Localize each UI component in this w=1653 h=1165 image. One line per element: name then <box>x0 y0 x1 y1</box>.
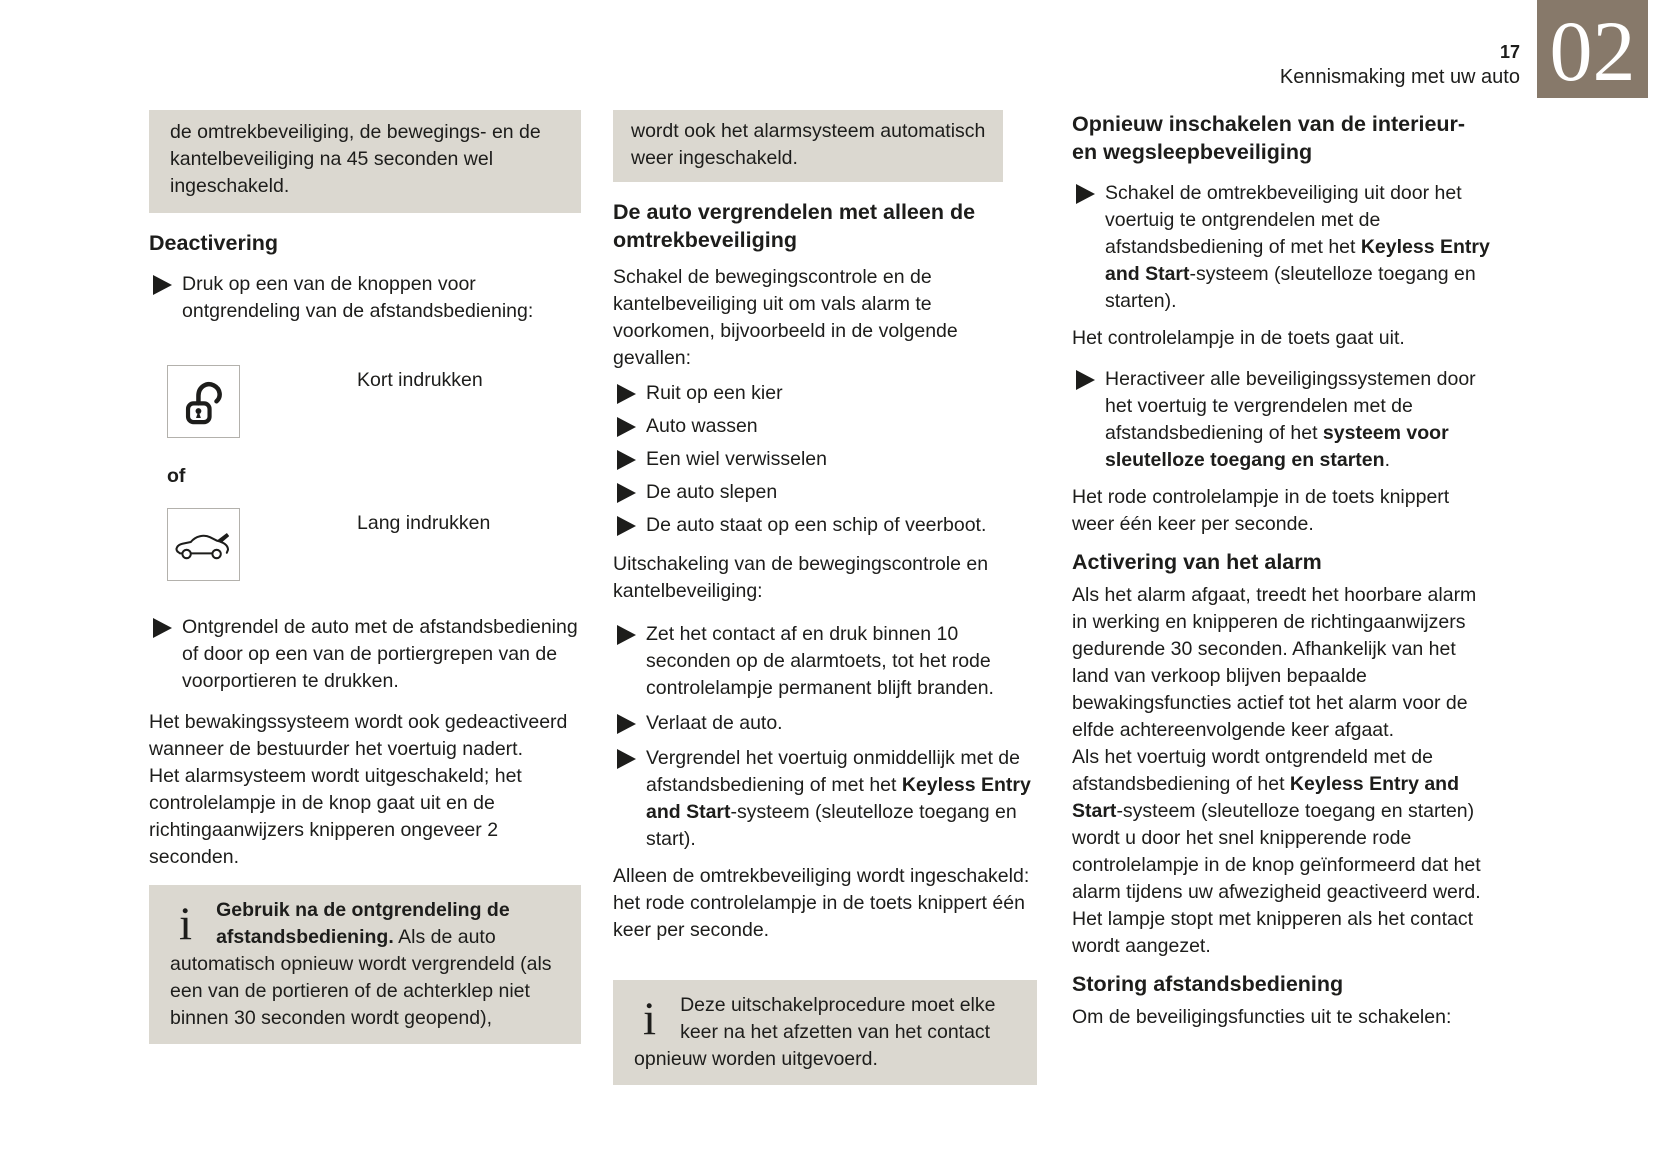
info-box-procedure <box>613 980 1037 1085</box>
callout-continuation: de omtrekbeveiliging, de bewegings- en de kantelbeveiliging na 45 seconden wel ingeschakeld. <box>149 110 581 213</box>
step-contact-off <box>613 621 1037 702</box>
triangle-bullet-icon <box>1076 370 1095 390</box>
triangle-bullet-icon <box>153 618 172 638</box>
chapter-number: 02 <box>1549 3 1636 99</box>
triangle-bullet-icon <box>617 516 636 536</box>
triangle-bullet-icon <box>617 417 636 437</box>
info-icon: i <box>643 993 657 1045</box>
heading-rearm: Opnieuw inschakelen van de interieur- en wegsleepbeveiliging <box>1072 112 1466 164</box>
triangle-bullet-icon <box>1076 184 1095 204</box>
para-alarm-activation: Als het alarm afgaat, treedt het hoorbare alarm in werking en knipperen de richtingaanwijzers gedurende 30 seconden. Afhankelijk van het land van verkoop blijven bepaalde bewakingsfuncties actief tot het alarm voor de elfde achtereenvolgende keer afgaat. <box>1072 584 1477 741</box>
triangle-bullet-icon <box>617 450 636 470</box>
case-list <box>613 380 1037 539</box>
column-left <box>149 110 581 1044</box>
triangle-bullet-icon <box>617 749 636 769</box>
para-text-pre: Als het voertuig wordt ontgrendeld met de afstandsbediening of het <box>1072 746 1433 795</box>
para-monitoring: Het bewakingssysteem wordt ook gedeactiveerd wanneer de bestuurder het voertuig nadert. <box>149 711 568 760</box>
long-press-label: Lang indrukken <box>357 512 491 534</box>
case-item <box>613 479 1037 506</box>
bullet-text-post: -systeem (sleutelloze toegang en starten). <box>1105 263 1476 312</box>
para-blink: Het rode controlelampje in de toets knippert weer één keer per seconde. <box>1072 486 1450 535</box>
case-item <box>613 413 1037 440</box>
heading-alarm-activation: Activering van het alarm <box>1072 550 1322 574</box>
para-alarm-off: Het alarmsysteem wordt uitgeschakeld; het controlelampje in de knop gaat uit en de richtingaanwijzers knipperen ongeveer 2 seconden. <box>149 765 522 868</box>
para-remote-fault: Om de beveiligingsfuncties uit te schakelen: <box>1072 1006 1452 1028</box>
info-text: Deze uitschakelprocedure moet elke keer na het afzetten van het contact opnieuw worden uitgevoerd. <box>634 994 996 1070</box>
case-text: Ruit op een kier <box>646 382 783 404</box>
step-text-pre: Vergrendel het voertuig onmiddellijk met de afstandsbediening of met het <box>646 747 1020 796</box>
case-text: De auto slepen <box>646 481 778 503</box>
row-long-press <box>149 508 581 584</box>
para-alarm-unlocked <box>1072 744 1494 960</box>
open-padlock-icon <box>179 376 229 428</box>
triangle-bullet-icon <box>617 625 636 645</box>
column-right <box>1072 110 1494 1031</box>
bullet-text-pre: Schakel de omtrekbeveiliging uit door het voertuig te ontgrendelen met de afstandsbediening of met het <box>1105 182 1462 258</box>
step-text: Zet het contact af en druk binnen 10 seconden op de alarmtoets, tot het rode controlelampje permanent blijft branden. <box>646 623 994 699</box>
bullet-text: Ontgrendel de auto met de afstandsbediening of door op een van de portiergrepen van de voorportieren te drukken. <box>182 616 578 692</box>
car-icon-frame <box>167 508 240 581</box>
short-press-label: Kort indrukken <box>357 369 483 391</box>
car-open-tailgate-icon <box>174 527 234 563</box>
info-icon: i <box>179 898 193 950</box>
unlock-icon-frame <box>167 365 240 438</box>
triangle-bullet-icon <box>617 483 636 503</box>
bullet-reactivate <box>1072 366 1494 474</box>
bullet-press-unlock <box>149 271 581 325</box>
column-middle <box>613 110 1037 1085</box>
info-bold-text: Gebruik na de ontgrendeling de afstandsbediening. <box>216 899 510 948</box>
triangle-bullet-icon <box>153 275 172 295</box>
para-intro: Schakel de bewegingscontrole en de kantelbeveiliging uit om vals alarm te voorkomen, bijvoorbeeld in de volgende gevallen: <box>613 266 958 369</box>
case-item <box>613 446 1037 473</box>
bullet-text <box>1105 182 1490 312</box>
step-text-post: -systeem (sleutelloze toegang en start). <box>646 801 1017 850</box>
para-text-bold: Keyless Entry and Start <box>1072 773 1459 822</box>
bullet-disable-perimeter <box>1072 180 1494 315</box>
step-leave-car <box>613 710 1037 737</box>
info-text: Als de auto automatisch opnieuw wordt vergrendeld (als een van de portieren of de achterklep niet binnen 30 seconden wordt geopend), <box>170 926 552 1029</box>
case-text: Auto wassen <box>646 415 758 437</box>
step-text: Verlaat de auto. <box>646 712 783 734</box>
page-number: 17 <box>1499 42 1520 62</box>
heading-lock-perimeter: De auto vergrendelen met alleen de omtrekbeveiliging <box>613 200 976 252</box>
or-label: of <box>167 465 186 487</box>
bullet-text <box>1105 368 1476 471</box>
case-item <box>613 512 1037 539</box>
step-text <box>646 747 1031 850</box>
triangle-bullet-icon <box>617 714 636 734</box>
heading-remote-fault: Storing afstandsbediening <box>1072 972 1344 996</box>
callout-continuation: wordt ook het alarmsysteem automatisch weer ingeschakeld. <box>613 110 1003 182</box>
case-text: Een wiel verwisselen <box>646 448 827 470</box>
para-light-off: Het controlelampje in de toets gaat uit. <box>1072 327 1405 349</box>
bullet-text-post: . <box>1384 449 1390 471</box>
case-text: De auto staat op een schip of veerboot. <box>646 514 987 536</box>
bullet-text-bold: systeem voor sleutelloze toegang en starten <box>1105 422 1449 471</box>
para-result: Alleen de omtrekbeveiliging wordt ingeschakeld: het rode controlelampje in de toets knippert één keer per seconde. <box>613 865 1030 941</box>
step-lock-car <box>613 745 1037 853</box>
case-item <box>613 380 1037 407</box>
chapter-badge <box>1537 0 1648 98</box>
bullet-unlock-doors <box>149 614 581 695</box>
bullet-text: Druk op een van de knoppen voor ontgrendeling van de afstandsbediening: <box>182 273 534 322</box>
info-box-relock <box>149 885 581 1044</box>
heading-deactivation: Deactivering <box>149 231 279 255</box>
para-disable: Uitschakeling van de bewegingscontrole en kantelbeveiliging: <box>613 553 989 602</box>
bullet-text-bold: Keyless Entry and Start <box>1105 236 1490 285</box>
section-title: Kennismaking met uw auto <box>1279 66 1520 88</box>
step-text-bold: Keyless Entry and Start <box>646 774 1031 823</box>
para-text-post: -systeem (sleutelloze toegang en starten) wordt u door het snel knipperende rode controlelampje in de knop geïnformeerd dat het alarm tijdens uw afwezigheid geactiveerd werd. Het lampje stopt met knipperen als het contact wordt aangezet. <box>1072 800 1481 957</box>
row-short-press <box>149 365 581 441</box>
page-header <box>1280 40 1520 91</box>
bullet-text-pre: Heractiveer alle beveiligingssystemen door het voertuig te vergrendelen met de afstandsbediening of het <box>1105 368 1476 444</box>
triangle-bullet-icon <box>617 384 636 404</box>
